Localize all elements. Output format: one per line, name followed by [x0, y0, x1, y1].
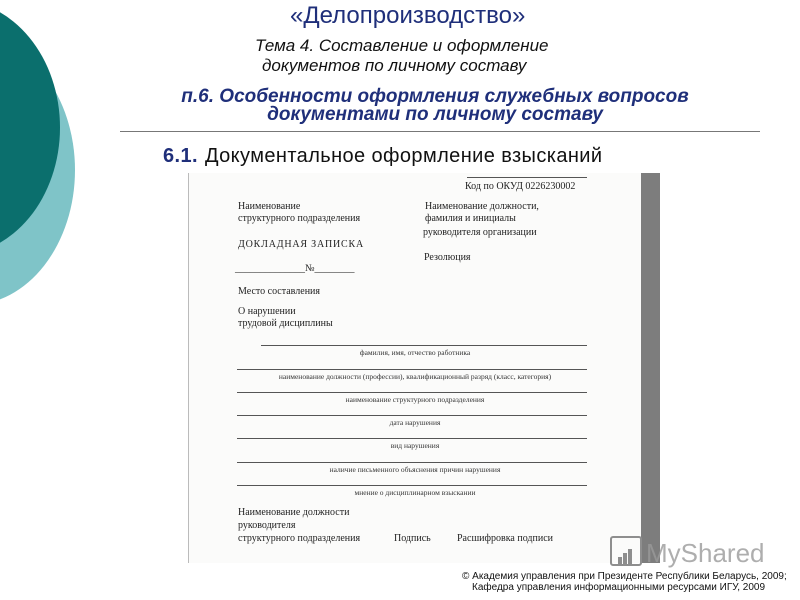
myshared-watermark — [610, 536, 770, 570]
caption-position: наименование должности (профессии), квалификационный разряд (класс, категория) — [278, 372, 552, 381]
copyright-line-1: © Академия управления при Президенте Республики Беларусь, 2009; — [462, 571, 787, 582]
field-line — [261, 345, 587, 346]
addressee-line-3: руководителя организации — [423, 227, 537, 238]
subsection-number: 6.1. — [163, 145, 198, 167]
subject-line-2: трудовой дисциплины — [238, 318, 333, 329]
field-line — [237, 462, 587, 463]
field-line — [237, 438, 587, 439]
field-line — [237, 369, 587, 370]
addressee-line-2: фамилия и инициалы — [425, 213, 516, 224]
course-title: «Делопроизводство» — [290, 2, 526, 29]
signature-label: Подпись — [394, 533, 431, 544]
field-line — [237, 485, 587, 486]
document-scan — [188, 173, 641, 563]
place-of-compilation: Место составления — [238, 286, 321, 297]
topic-line-2: документов по личному составу — [262, 56, 527, 75]
topic-line-1: Тема 4. Составление и оформление — [255, 36, 549, 55]
okud-rule — [467, 177, 587, 178]
subsection-title: Документальное оформление взысканий — [204, 145, 603, 167]
caption-violation-date: дата нарушения — [389, 418, 441, 427]
section-line-1: п.6. Особенности оформления служебных вопросов — [181, 86, 689, 107]
section-heading — [135, 88, 735, 124]
caption-written-explanation: наличие письменного объяснения причин нарушения — [329, 465, 501, 474]
signer-line-2: руководителя — [238, 520, 296, 531]
heading-divider — [120, 131, 760, 132]
subject-line-1: О нарушении — [238, 306, 296, 317]
copyright-footer — [462, 571, 792, 593]
signer-line-3: структурного подразделения — [238, 533, 361, 544]
org-name-line-2: структурного подразделения — [238, 213, 361, 224]
doc-type: ДОКЛАДНАЯ ЗАПИСКА — [238, 239, 364, 250]
watermark-text: MyShared — [646, 538, 765, 568]
caption-disciplinary-opinion: мнение о дисциплинарном взыскании — [354, 488, 476, 497]
presentation-chart-icon — [610, 536, 642, 566]
field-line — [237, 415, 587, 416]
okud-code: Код по ОКУД 0226230002 — [465, 181, 576, 192]
resolution: Резолюция — [424, 252, 471, 263]
caption-employee-name: фамилия, имя, отчество работника — [359, 348, 471, 357]
caption-department: наименование структурного подразделения — [345, 395, 485, 404]
org-name-line-1: Наименование — [238, 201, 301, 212]
copyright-line-2: Кафедра управления информационными ресурсами ИГУ, 2009 — [472, 582, 766, 593]
chart-bars — [618, 546, 636, 562]
signer-line-1: Наименование должности — [238, 507, 350, 518]
caption-violation-type: вид нарушения — [390, 441, 440, 450]
scan-shadow — [640, 173, 660, 563]
section-line-2: документами по личному составу — [267, 104, 603, 125]
number-line: ______________№________ — [235, 263, 355, 274]
addressee-line-1: Наименование должности, — [425, 201, 539, 212]
signature-decoding-label: Расшифровка подписи — [457, 533, 553, 544]
subsection-heading — [163, 145, 602, 168]
field-line — [237, 392, 587, 393]
topic-heading — [255, 36, 549, 76]
